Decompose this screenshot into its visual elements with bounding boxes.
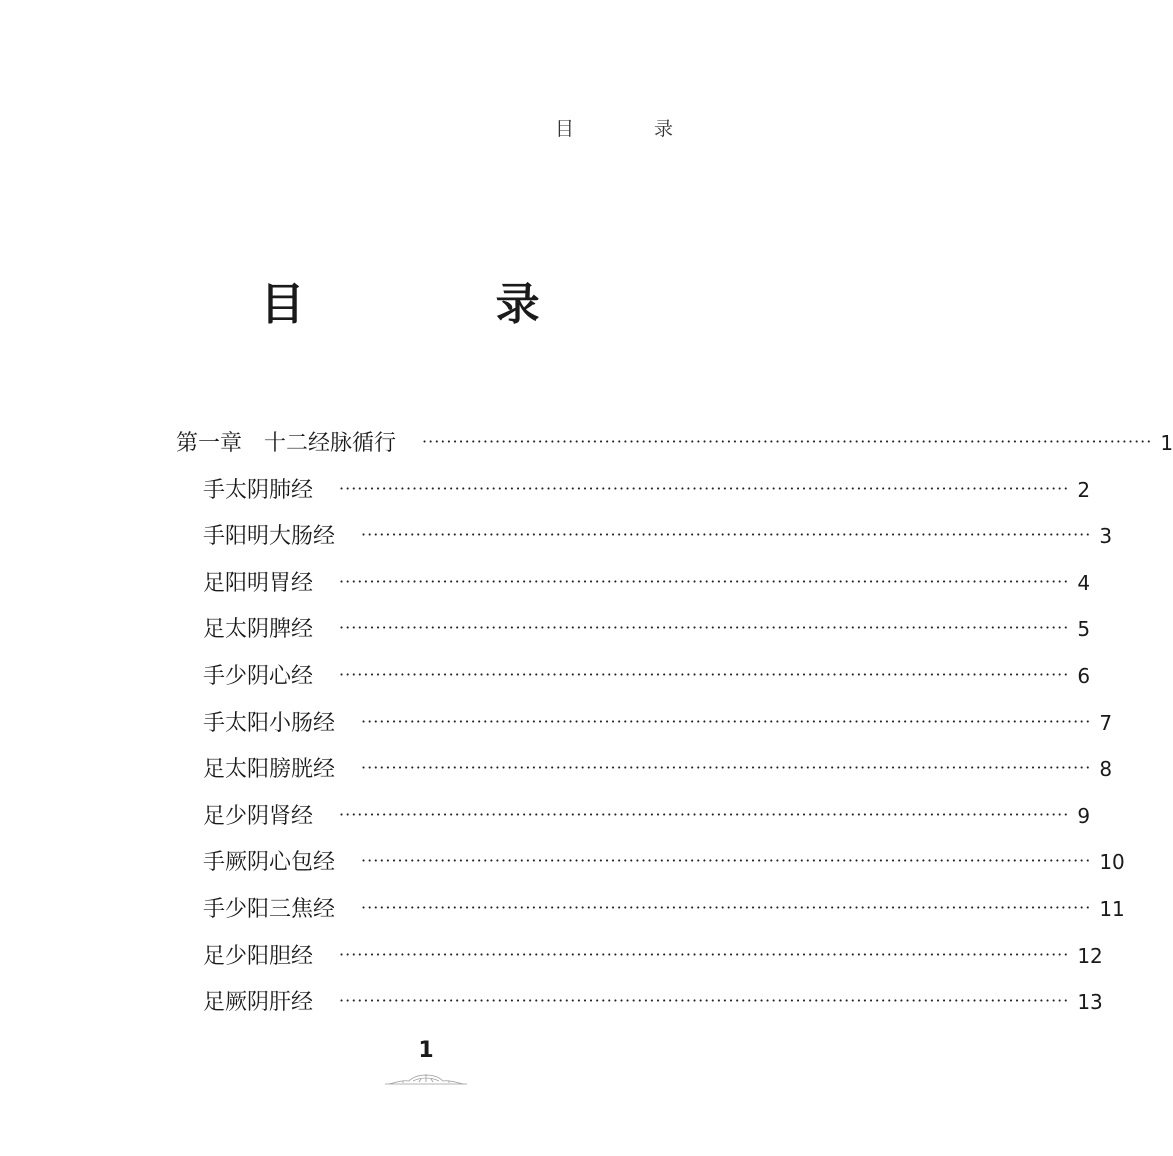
toc-entry-label: 手少阳三焦经 [203, 896, 336, 922]
toc-dot-leader: ························································································································ [339, 571, 1070, 591]
toc-entry-label: 手太阳小肠经 [203, 710, 336, 736]
toc-dot-leader: ························································································································ [422, 432, 1153, 451]
toc-page-number: 9 [1077, 803, 1091, 828]
toc-entry-label: 足厥阴肝经 [203, 990, 314, 1016]
toc-page-number: 2 [1077, 477, 1091, 502]
toc-dot-leader: ························································································································ [361, 758, 1092, 778]
toc-entry-label: 足太阳膀胱经 [203, 757, 336, 783]
page-title: 目 录 [260, 279, 628, 330]
toc-row[interactable] [176, 653, 1091, 700]
toc-row[interactable] [176, 606, 1091, 653]
table-of-contents [176, 420, 1173, 1026]
toc-dot-leader: ························································································································ [339, 664, 1070, 684]
toc-row[interactable] [176, 560, 1091, 607]
toc-dot-leader: ························································································································ [361, 897, 1092, 917]
toc-dot-leader: ························································································································ [339, 618, 1070, 638]
toc-entry-label: 足少阳胆经 [203, 943, 314, 969]
toc-dot-leader: ························································································································ [361, 711, 1092, 731]
toc-row[interactable] [176, 979, 1103, 1026]
toc-chapter-row[interactable] [176, 420, 1173, 467]
toc-page-number: 8 [1099, 757, 1113, 782]
running-head: 目 录 [554, 118, 710, 140]
toc-entry-label: 第一章 十二经脉循行 [176, 431, 397, 456]
toc-row[interactable] [176, 839, 1125, 886]
toc-dot-leader: ························································································································ [339, 944, 1070, 964]
toc-dot-leader: ························································································································ [339, 804, 1070, 824]
toc-page-number: 5 [1077, 617, 1091, 642]
toc-dot-leader: ························································································································ [361, 851, 1092, 871]
toc-page-number: 3 [1099, 524, 1113, 549]
toc-page-number: 1 [1160, 431, 1173, 455]
toc-entry-label: 手厥阴心包经 [203, 850, 336, 876]
toc-page-number: 11 [1099, 896, 1125, 921]
toc-entry-label: 手阳明大肠经 [203, 524, 336, 550]
toc-row[interactable] [176, 513, 1113, 560]
toc-row[interactable] [176, 886, 1125, 933]
toc-page-number: 4 [1077, 570, 1091, 595]
toc-entry-label: 手太阴肺经 [203, 477, 314, 503]
toc-row[interactable] [176, 933, 1103, 980]
toc-row[interactable] [176, 746, 1113, 793]
toc-page-number: 12 [1077, 943, 1103, 968]
toc-entry-label: 手少阴心经 [203, 663, 314, 689]
toc-page-number: 10 [1099, 850, 1125, 875]
toc-dot-leader: ························································································································ [339, 478, 1070, 498]
page-number: 1 [418, 1038, 434, 1063]
toc-page-number: 7 [1099, 710, 1113, 735]
toc-entry-label: 足少阴肾经 [203, 803, 314, 829]
toc-page-number: 13 [1077, 990, 1103, 1015]
decorative-flourish-icon [383, 1073, 469, 1087]
toc-dot-leader: ························································································································ [339, 991, 1070, 1011]
toc-entry-label: 足阳明胃经 [203, 570, 314, 596]
toc-entry-label: 足太阴脾经 [203, 617, 314, 643]
toc-row[interactable] [176, 467, 1091, 514]
toc-row[interactable] [176, 700, 1113, 747]
toc-dot-leader: ························································································································ [361, 525, 1092, 545]
toc-page-number: 6 [1077, 663, 1091, 688]
toc-row[interactable] [176, 793, 1091, 840]
